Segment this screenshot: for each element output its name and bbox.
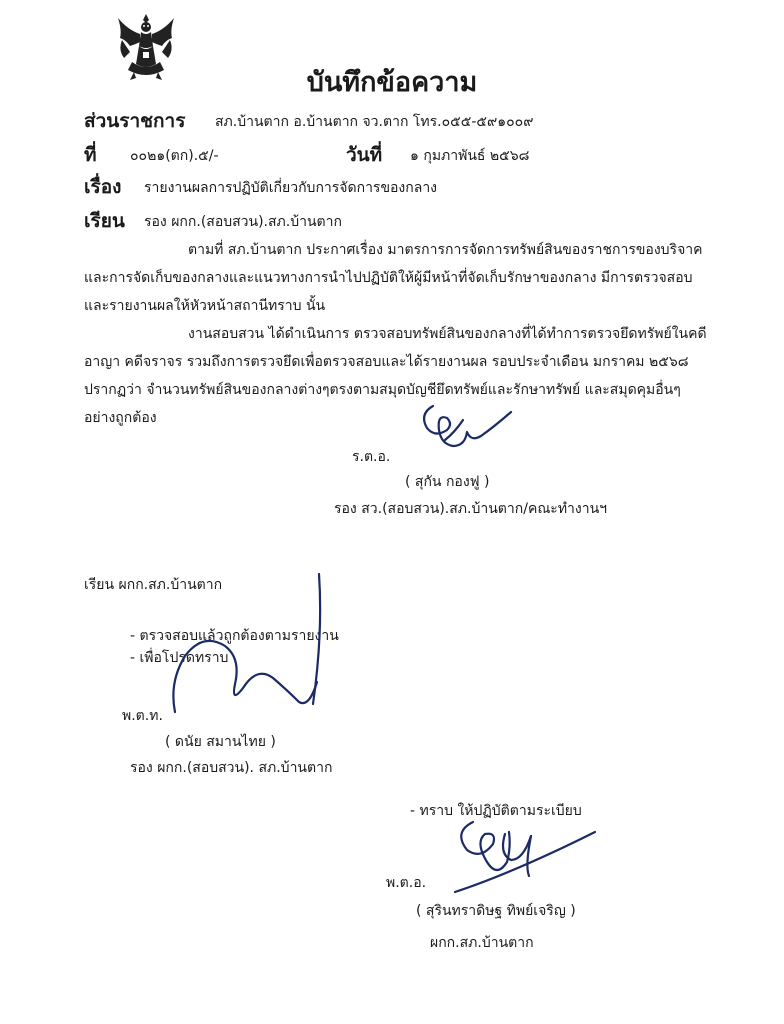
endorsement-name: ( ดนัย สมานไทย ) <box>165 734 276 750</box>
order-note: - ทราบ ให้ปฏิบัติตามระเบียบ <box>410 803 582 819</box>
to-label: เรียน <box>84 210 125 232</box>
agency-label: ส่วนราชการ <box>84 110 186 132</box>
agency-value: สภ.บ้านตาก อ.บ้านตาก จว.ตาก โทร.๐๕๕-๕๙๑๐๐๙ <box>215 114 534 130</box>
date-value: ๑ กุมภาพันธ์ ๒๕๖๘ <box>410 148 530 164</box>
memo-title: บันทึกข้อความ <box>306 67 478 98</box>
endorsement-rank: พ.ต.ท. <box>122 708 163 724</box>
signature-1-handwritten <box>415 400 525 460</box>
endorsement-position: รอง ผกก.(สอบสวน). สภ.บ้านตาก <box>130 760 333 776</box>
body-paragraph-1: ตามที่ สภ.บ้านตาก ประกาศเรื่อง มาตรการการจัดการทรัพย์สินของราชการของบริจาคและการจัดเก็บของกลางและแนวทางการนำไปปฏิบัติให้ผู้มีหน้าที่จัดเก็บรักษาของกลาง มีการตรวจสอบและรายงานผลให้หัวหน้าสถานีทราบ นั้น <box>84 242 703 314</box>
order-position: ผกก.สภ.บ้านตาก <box>430 935 534 951</box>
endorsement-item-2: - เพื่อโปรดทราบ <box>130 650 229 666</box>
date-label: วันที่ <box>346 144 383 166</box>
to-value: รอง ผกก.(สอบสวน).สภ.บ้านตาก <box>144 214 342 230</box>
subject-value: รายงานผลการปฏิบัติเกี่ยวกับการจัดการของกลาง <box>144 180 438 196</box>
signature-2-handwritten <box>165 570 335 730</box>
signature-3-handwritten <box>435 800 605 910</box>
order-rank: พ.ต.อ. <box>386 875 427 891</box>
body-paragraph-2: งานสอบสวน ได้ดำเนินการ ตรวจสอบทรัพย์สินของกลางที่ได้ทำการตรวจยึดทรัพย์ในคดีอาญา คดีจราจร รวมถึงการตรวจยึดเพื่อตรวจสอบและได้รายงานผล รอบประจำเดือน มกราคม ๒๕๖๘ ปรากฏว่า จำนวนทรัพย์สินของกลางต่างๆตรงตามสมุดบัญชียึดทรัพย์และรักษาทรัพย์ และสมุดคุมอื่นๆ อย่างถูกต้อง <box>84 326 707 426</box>
endorsement-item-1: - ตรวจสอบแล้วถูกต้องตามรายงาน <box>130 628 339 644</box>
order-name: ( สุรินทราดิษฐ ทิพย์เจริญ ) <box>416 903 576 919</box>
signature-1-rank: ร.ต.อ. <box>352 449 391 465</box>
number-label: ที่ <box>84 144 97 166</box>
signature-1-name: ( สุกัน กองฟู ) <box>405 474 490 490</box>
subject-label: เรื่อง <box>84 176 122 198</box>
endorsement-to: เรียน ผกก.สภ.บ้านตาก <box>84 577 223 593</box>
signature-1-position: รอง สว.(สอบสวน).สภ.บ้านตาก/คณะทำงานฯ <box>334 501 608 517</box>
number-value: ๐๐๒๑(ตก).๕/- <box>130 148 219 164</box>
